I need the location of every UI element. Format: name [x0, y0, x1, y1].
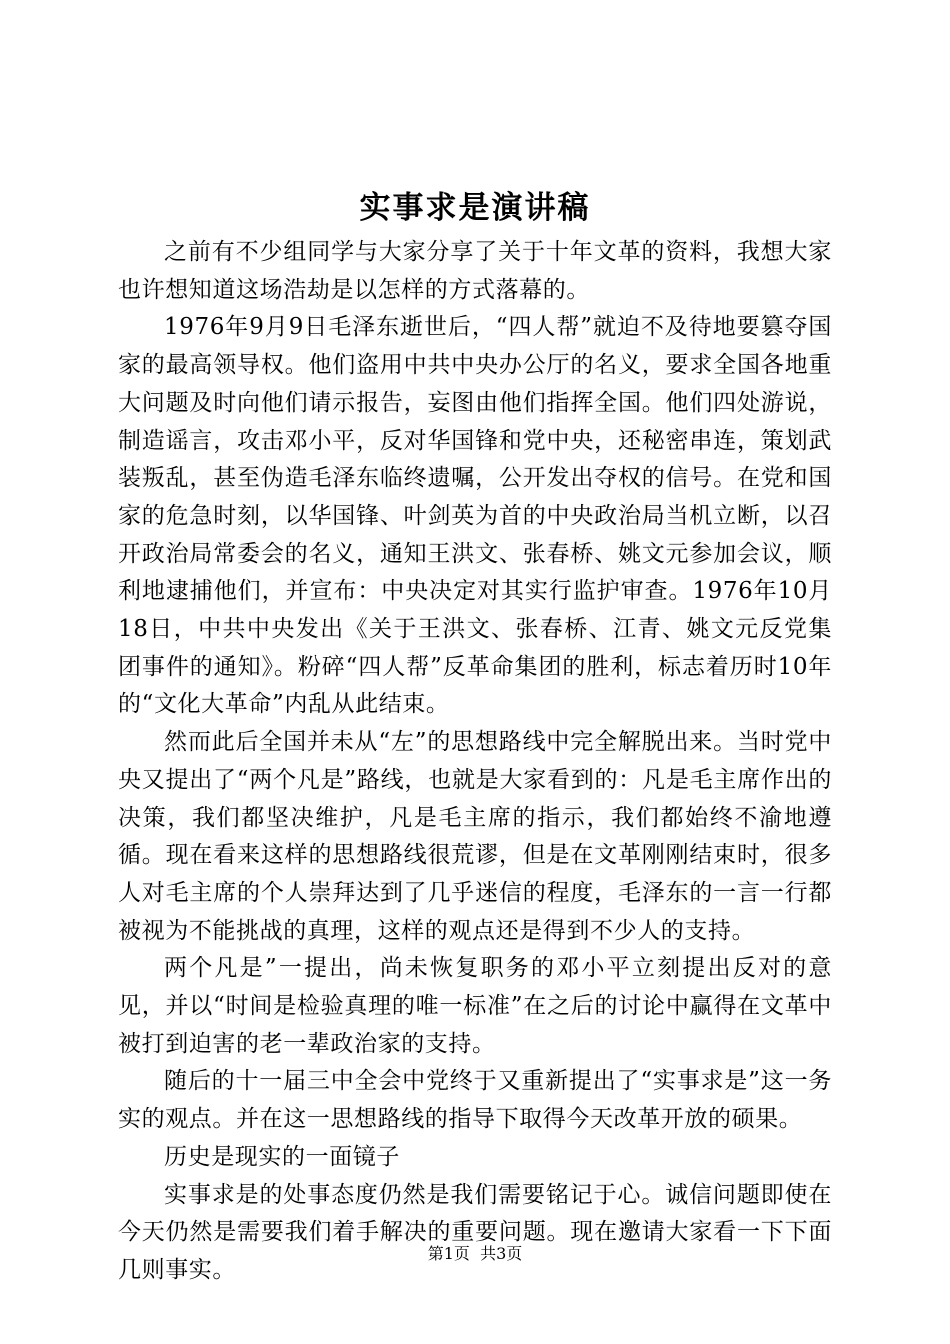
paragraph-integrity: 实事求是的处事态度仍然是我们需要铭记于心。诚信问题即使在今天仍然是需要我们着手解决的重要问题。现在邀请大家看一下下面几则事实。	[118, 1181, 832, 1283]
paragraph-two-whatevers: 然而此后全国并未从“左”的思想路线中完全解脱出来。当时党中央又提出了“两个凡是”路线，也就是大家看到的：凡是毛主席作出的决策，我们都坚决维护，凡是毛主席的指示，我们都始终不渝地遵循。现在看来这样的思想路线很荒谬，但是在文革刚刚结束时，很多人对毛主席的个人崇拜达到了几乎迷信的程度，毛泽东的一言一行都被视为不能挑战的真理，这样的观点还是得到不少人的支持。	[118, 729, 832, 944]
paragraph-intro: 之前有不少组同学与大家分享了关于十年文革的资料，我想大家也许想知道这场浩劫是以怎样的方式落幕的。	[118, 239, 832, 303]
paragraph-history-mirror: 历史是现实的一面镜子	[164, 1143, 400, 1170]
paragraph-deng-opposition: 两个凡是”一提出，尚未恢复职务的邓小平立刻提出反对的意见，并以“时间是检验真理的唯一标准”在之后的讨论中赢得在文革中被打到迫害的老一辈政治家的支持。	[118, 955, 832, 1057]
paragraph-1976-events: 1976年9月9日毛泽东逝世后，“四人帮”就迫不及待地要篡夺国家的最高领导权。他们盗用中共中央办公厅的名义，要求全国各地重大问题及时向他们请示报告，妄图由他们指挥全国。他们四处游说，制造谣言，攻击邓小平，反对华国锋和党中央，还秘密串连，策划武装叛乱，甚至伪造毛泽东临终遗嘱，公开发出夺权的信号。在党和国家的危急时刻，以华国锋、叶剑英为首的中央政治局当机立断，以召开政治局常委会的名义，通知王洪文、张春桥、姚文元参加会议，顺利地逮捕他们，并宣布：中央决定对其实行监护审查。1976年10月18日，中共中央发出《关于王洪文、张春桥、江青、姚文元反党集团事件的通知》。粉碎“四人帮”反革命集团的胜利，标志着历时10年的“文化大革命”内乱从此结束。	[118, 314, 832, 718]
page-number: 第1页	[427, 1244, 470, 1263]
paragraph-third-plenum: 随后的十一届三中全会中党终于又重新提出了“实事求是”这一务实的观点。并在这一思想路线的指导下取得今天改革开放的硕果。	[118, 1068, 832, 1133]
page-total: 共3页	[480, 1244, 523, 1263]
page-footer	[0, 1243, 950, 1265]
document-body	[118, 234, 832, 1290]
document-title: 实事求是演讲稿	[359, 190, 591, 226]
